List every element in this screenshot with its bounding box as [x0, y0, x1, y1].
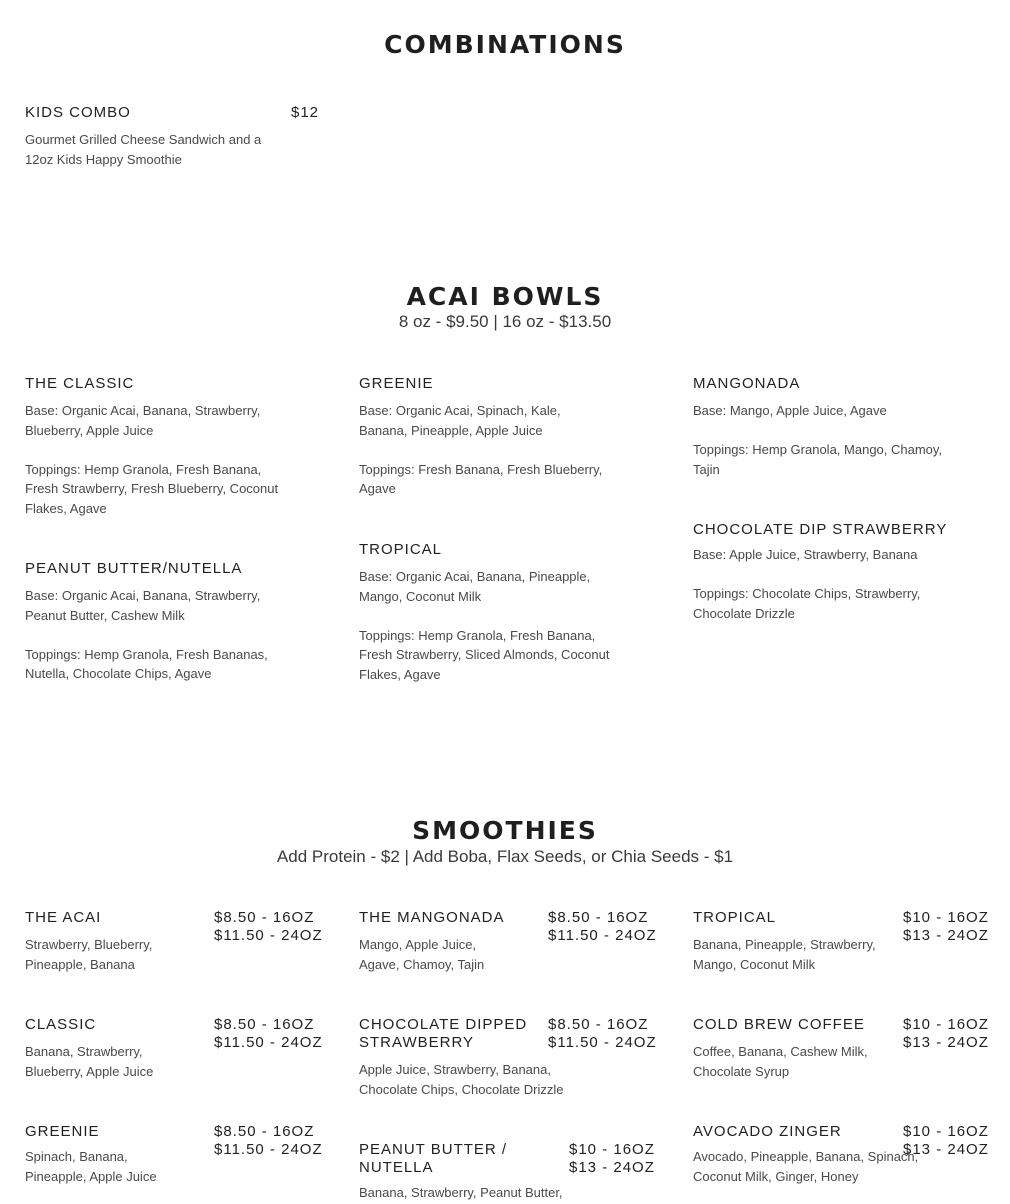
item-price — [903, 1123, 989, 1159]
item-price — [569, 1141, 655, 1177]
price-24oz: $11.50 - 24OZ — [548, 1034, 657, 1051]
menu-item-peanut-butter-nutella-bowl — [25, 560, 275, 684]
item-toppings: Toppings: Fresh Banana, Fresh Blueberry, Agave — [359, 461, 603, 496]
item-price — [548, 909, 657, 945]
menu-item-cold-brew-coffee — [693, 1016, 893, 1081]
item-name: TROPICAL — [693, 909, 777, 926]
item-toppings: Toppings: Chocolate Chips, Strawberry, Chocolate Drizzle — [693, 586, 921, 621]
item-name: TROPICAL — [359, 541, 443, 558]
menu-item-the-acai — [25, 909, 175, 974]
price-16oz: $8.50 - 16OZ — [214, 909, 315, 926]
price-16oz: $10 - 16OZ — [903, 1016, 989, 1033]
menu-item-the-classic — [25, 375, 280, 518]
item-price — [214, 909, 323, 945]
item-description: Banana, Strawberry, Peanut Butter, — [359, 1185, 563, 1200]
item-name: AVOCADO ZINGER — [693, 1123, 842, 1140]
menu-item-peanut-butter-nutella-smoothie — [359, 1141, 589, 1203]
item-description: Coffee, Banana, Cashew Milk, Chocolate Syrup — [693, 1044, 868, 1079]
item-description — [693, 545, 943, 623]
item-description: Avocado, Pineapple, Banana, Spinach, Coconut Milk, Ginger, Honey — [693, 1149, 919, 1184]
menu-item-tropical-smoothie — [693, 909, 893, 974]
item-name: GREENIE — [25, 1123, 100, 1140]
item-base: Base: Organic Acai, Banana, Strawberry, Blueberry, Apple Juice — [25, 403, 261, 438]
price-24oz: $11.50 - 24OZ — [214, 1141, 323, 1158]
item-description — [359, 401, 604, 499]
smoothies-subtitle: Add Protein - $2 | Add Boba, Flax Seeds, or Chia Seeds - $1 — [276, 847, 734, 866]
item-description — [693, 401, 943, 479]
price-24oz: $11.50 - 24OZ — [214, 1034, 323, 1051]
item-price — [214, 1123, 323, 1159]
item-name: PEANUT BUTTER/NUTELLA — [25, 560, 243, 577]
price-24oz: $13 - 24OZ — [569, 1159, 655, 1176]
item-toppings: Toppings: Hemp Granola, Fresh Bananas, Nutella, Chocolate Chips, Agave — [25, 646, 268, 681]
item-name: KIDS COMBO — [25, 104, 131, 121]
item-price — [903, 1016, 989, 1052]
price-24oz: $11.50 - 24OZ — [548, 927, 657, 944]
menu-item-the-mangonada — [359, 909, 504, 974]
menu-item-chocolate-dip-strawberry-bowl — [693, 521, 948, 623]
item-name: THE ACAI — [25, 909, 102, 926]
item-toppings: Toppings: Hemp Granola, Fresh Banana, Fresh Strawberry, Sliced Almonds, Coconut Flakes, Agave — [359, 627, 610, 682]
item-price — [548, 1016, 657, 1052]
item-price: $12 — [291, 104, 320, 121]
price-24oz: $11.50 - 24OZ — [214, 927, 323, 944]
combinations-title: COMBINATIONS — [384, 30, 626, 59]
price-16oz: $8.50 - 16OZ — [214, 1016, 315, 1033]
item-toppings: Toppings: Hemp Granola, Fresh Banana, Fresh Strawberry, Fresh Blueberry, Coconut Flakes, Agave — [25, 461, 279, 516]
item-name: THE MANGONADA — [359, 909, 505, 926]
price-24oz: $13 - 24OZ — [903, 1034, 989, 1051]
item-base: Base: Mango, Apple Juice, Agave — [693, 403, 887, 418]
menu-item-classic-smoothie — [25, 1016, 175, 1081]
item-name: COLD BREW COFFEE — [693, 1016, 865, 1033]
item-description: Banana, Strawberry, Blueberry, Apple Juice — [25, 1044, 154, 1079]
item-name: GREENIE — [359, 375, 434, 392]
item-name: CLASSIC — [25, 1016, 97, 1033]
item-base: Base: Organic Acai, Banana, Pineapple, Mango, Coconut Milk — [359, 569, 591, 604]
menu-item-mangonada-bowl — [693, 375, 943, 479]
item-price — [903, 909, 989, 945]
item-description: Spinach, Banana, Pineapple, Apple Juice — [25, 1149, 157, 1184]
menu-item-greenie-bowl — [359, 375, 604, 499]
item-base: Base: Apple Juice, Strawberry, Banana — [693, 547, 918, 562]
item-price — [214, 1016, 323, 1052]
item-description — [25, 401, 280, 518]
item-description: Banana, Pineapple, Strawberry, Mango, Coconut Milk — [693, 937, 876, 972]
price-16oz: $8.50 - 16OZ — [214, 1123, 315, 1140]
menu-item-kids-combo — [25, 104, 285, 169]
price-24oz: $13 - 24OZ — [903, 1141, 989, 1158]
price-16oz: $10 - 16OZ — [569, 1141, 655, 1158]
item-description: Strawberry, Blueberry, Pineapple, Banana — [25, 937, 153, 972]
menu-item-tropical-bowl — [359, 541, 614, 684]
smoothies-title: SMOOTHIES — [412, 816, 598, 845]
price-16oz: $10 - 16OZ — [903, 909, 989, 926]
item-base: Base: Organic Acai, Banana, Strawberry, Peanut Butter, Cashew Milk — [25, 588, 261, 623]
acai-bowls-title: ACAI BOWLS — [406, 282, 604, 311]
item-description: Gourmet Grilled Cheese Sandwich and a 12oz Kids Happy Smoothie — [25, 132, 262, 167]
item-name: MANGONADA — [693, 375, 801, 392]
item-name: CHOCOLATE DIP STRAWBERRY — [693, 521, 948, 538]
item-description: Mango, Apple Juice, Agave, Chamoy, Tajin — [359, 937, 485, 972]
menu-item-avocado-zinger — [693, 1123, 933, 1186]
acai-bowls-subtitle: 8 oz - $9.50 | 16 oz - $13.50 — [398, 312, 612, 331]
item-base: Base: Organic Acai, Spinach, Kale, Banana, Pineapple, Apple Juice — [359, 403, 561, 438]
price-16oz: $8.50 - 16OZ — [548, 1016, 649, 1033]
price-16oz: $8.50 - 16OZ — [548, 909, 649, 926]
item-name: THE CLASSIC — [25, 375, 135, 392]
item-name: PEANUT BUTTER / NUTELLA — [359, 1141, 508, 1176]
item-name: CHOCOLATE DIPPED STRAWBERRY — [359, 1016, 528, 1051]
menu-item-greenie-smoothie — [25, 1123, 175, 1186]
item-description: Apple Juice, Strawberry, Banana, Chocolate Chips, Chocolate Drizzle — [359, 1062, 564, 1097]
item-description — [359, 567, 614, 684]
item-toppings: Toppings: Hemp Granola, Mango, Chamoy, Tajin — [693, 442, 943, 477]
item-description — [25, 586, 275, 684]
price-16oz: $10 - 16OZ — [903, 1123, 989, 1140]
price-24oz: $13 - 24OZ — [903, 927, 989, 944]
